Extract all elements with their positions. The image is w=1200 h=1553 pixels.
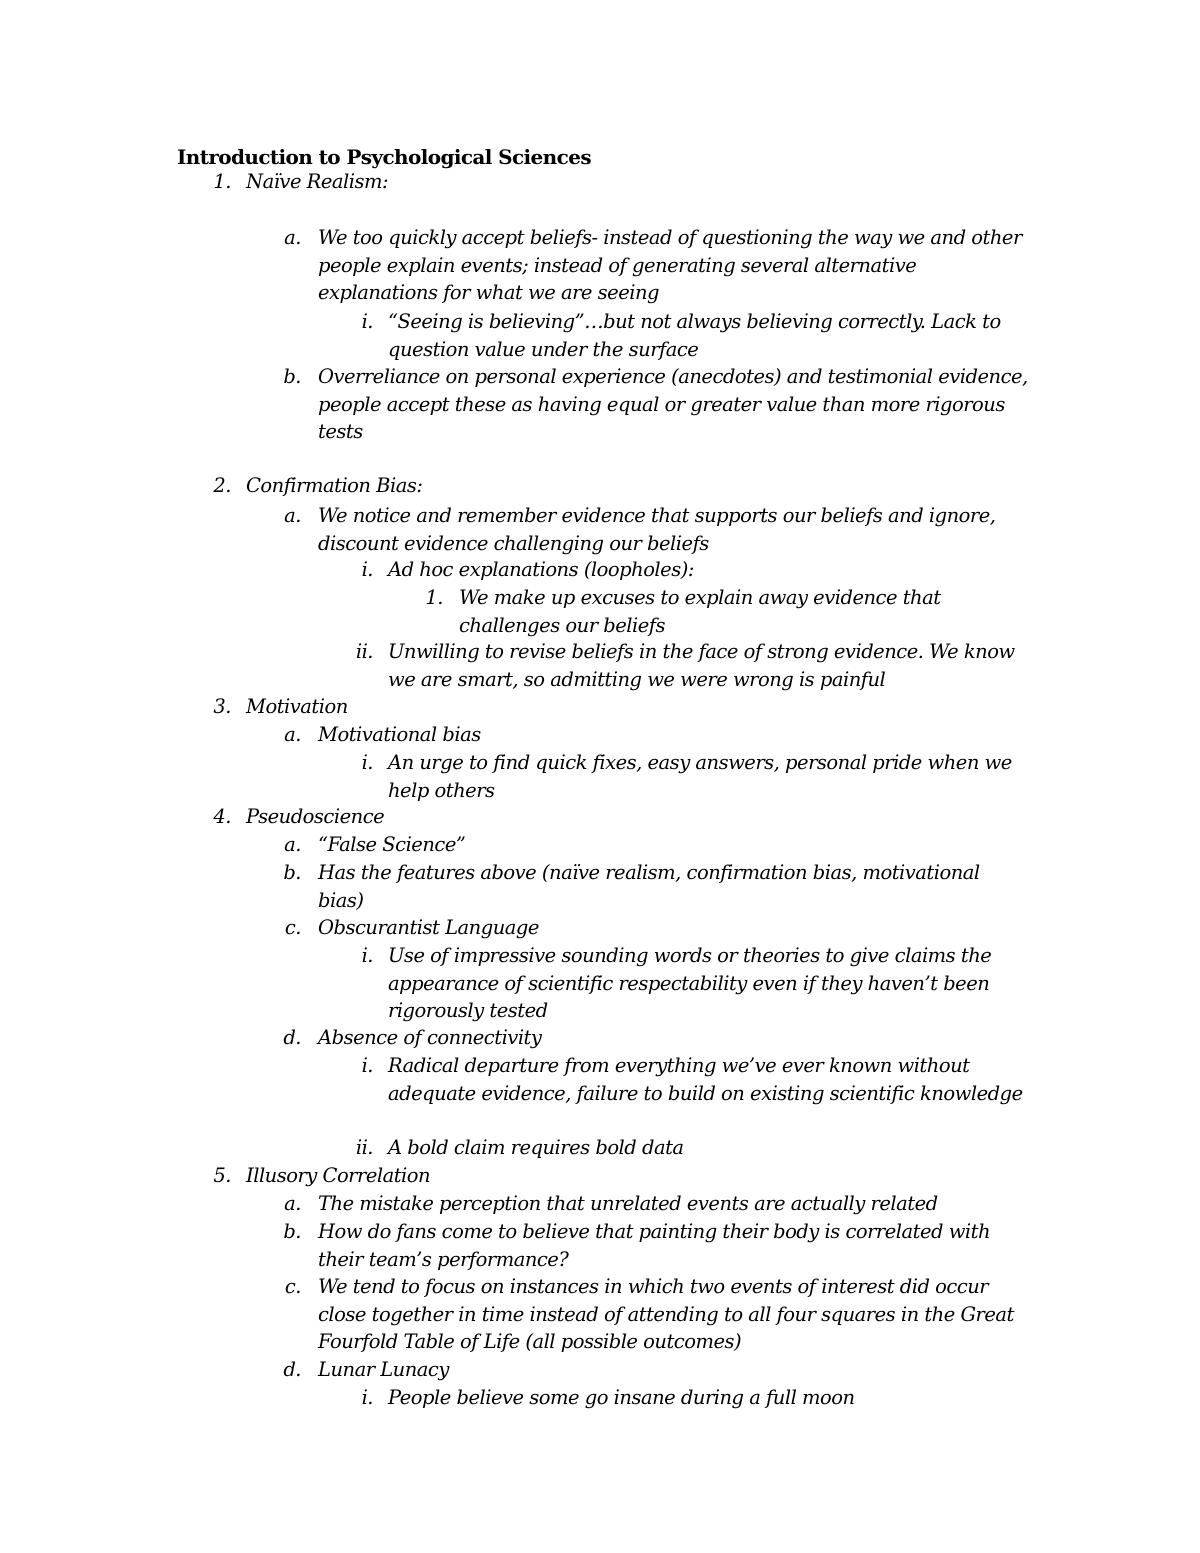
outline-item-level-2	[284, 831, 1028, 859]
outline-item-level-4	[425, 584, 1029, 639]
list-marker: b.	[283, 861, 301, 884]
list-item-text: An urge to find quick fixes, easy answers, personal pride when we help others	[388, 751, 1012, 802]
outline-item-level-2	[283, 1356, 1028, 1384]
list-item-text: Motivational bias	[318, 723, 481, 746]
list-marker: 3.	[213, 695, 231, 718]
list-marker: 2.	[213, 474, 231, 497]
list-marker: ii.	[355, 1136, 373, 1159]
outline-item-level-2	[284, 224, 1028, 307]
list-marker: c.	[284, 916, 301, 939]
list-item-text: Obscurantist Language	[318, 916, 539, 939]
list-marker: b.	[283, 365, 301, 388]
list-item-text: “False Science”	[318, 833, 466, 856]
outline-item-level-1	[213, 472, 1036, 500]
outline-item-level-1	[213, 803, 1036, 831]
outline-item-level-3	[355, 638, 1028, 693]
list-item-text: We notice and remember evidence that supports our beliefs and ignore, discount evidence challenging our beliefs	[318, 504, 996, 555]
list-item-text: Lunar Lunacy	[318, 1358, 449, 1381]
list-marker: i.	[361, 558, 373, 581]
list-marker: 1.	[213, 170, 231, 193]
list-marker: a.	[284, 226, 301, 249]
list-marker: a.	[284, 833, 301, 856]
list-item-text: Naïve Realism:	[246, 170, 389, 193]
outline-item-level-2	[284, 502, 1028, 557]
list-item-text: Absence of connectivity	[318, 1026, 542, 1049]
list-item-text: Illusory Correlation	[246, 1164, 431, 1187]
outline-item-level-1	[213, 168, 1036, 196]
outline-item-level-2	[284, 721, 1028, 749]
outline-item-level-1	[213, 693, 1036, 721]
list-marker: 4.	[213, 805, 231, 828]
list-marker: d.	[283, 1026, 301, 1049]
list-item-text: We tend to focus on instances in which two events of interest did occur close together in time instead of attending to all four squares in the Great Fourfold Table of Life (all possible outcomes)	[318, 1275, 1014, 1353]
list-item-text: Unwilling to revise beliefs in the face of strong evidence. We know we are smart, so admitting we were wrong is painful	[388, 640, 1015, 691]
list-item-text: Radical departure from everything we’ve ever known without adequate evidence, failure to build on existing scientific knowledge	[388, 1054, 1023, 1105]
list-marker: a.	[284, 504, 301, 527]
list-item-text: We make up excuses to explain away evidence that challenges our beliefs	[459, 586, 941, 637]
outline-item-level-3	[361, 308, 1028, 363]
list-marker: a.	[284, 1192, 301, 1215]
list-marker: a.	[284, 723, 301, 746]
document-title: Introduction to Psychological Sciences	[177, 145, 591, 169]
list-item-text: Overreliance on personal experience (anecdotes) and testimonial evidence, people accept these as having equal or greater value than more rigorous tests	[318, 365, 1028, 443]
outline-item-level-3	[361, 1384, 1028, 1412]
list-item-text: How do fans come to believe that painting their body is correlated with their team’s performance?	[318, 1220, 991, 1271]
outline-item-level-3	[361, 942, 1028, 1025]
outline-item-level-2	[284, 914, 1028, 942]
list-marker: ii.	[355, 640, 373, 663]
list-item-text: We too quickly accept beliefs- instead of questioning the way we and other people explain events; instead of generating several alternative explanations for what we are seeing	[318, 226, 1022, 304]
list-item-text: People believe some go insane during a full moon	[388, 1386, 855, 1409]
list-marker: c.	[284, 1275, 301, 1298]
outline-item-level-1	[213, 1162, 1036, 1190]
list-marker: b.	[283, 1220, 301, 1243]
outline-item-level-2	[284, 1273, 1028, 1356]
list-marker: 1.	[425, 586, 443, 609]
list-item-text: Has the features above (naïve realism, confirmation bias, motivational bias)	[318, 861, 980, 912]
outline-item-level-3	[361, 556, 1028, 584]
outline-item-level-2	[284, 1190, 1028, 1218]
outline-item-level-2	[283, 363, 1028, 446]
outline-item-level-2	[283, 1024, 1028, 1052]
list-item-text: “Seeing is believing”…but not always believing correctly. Lack to question value under the surface	[388, 310, 1001, 361]
list-item-text: Motivation	[246, 695, 348, 718]
list-item-text: Pseudoscience	[246, 805, 385, 828]
list-marker: i.	[361, 751, 373, 774]
list-item-text: Use of impressive sounding words or theories to give claims the appearance of scientific respectability even if they haven’t been rigorously tested	[388, 944, 992, 1022]
list-item-text: A bold claim requires bold data	[388, 1136, 684, 1159]
list-marker: i.	[361, 1054, 373, 1077]
list-marker: d.	[283, 1358, 301, 1381]
list-marker: i.	[361, 944, 373, 967]
outline-item-level-2	[283, 859, 1028, 914]
outline-item-level-3	[355, 1134, 1028, 1162]
list-item-text: Confirmation Bias:	[246, 474, 423, 497]
outline-item-level-3	[361, 749, 1028, 804]
list-marker: i.	[361, 1386, 373, 1409]
list-marker: 5.	[213, 1164, 231, 1187]
outline-item-level-2	[283, 1218, 1028, 1273]
list-marker: i.	[361, 310, 373, 333]
list-item-text: The mistake perception that unrelated events are actually related	[318, 1192, 938, 1215]
outline-item-level-3	[361, 1052, 1028, 1107]
list-item-text: Ad hoc explanations (loopholes):	[388, 558, 694, 581]
